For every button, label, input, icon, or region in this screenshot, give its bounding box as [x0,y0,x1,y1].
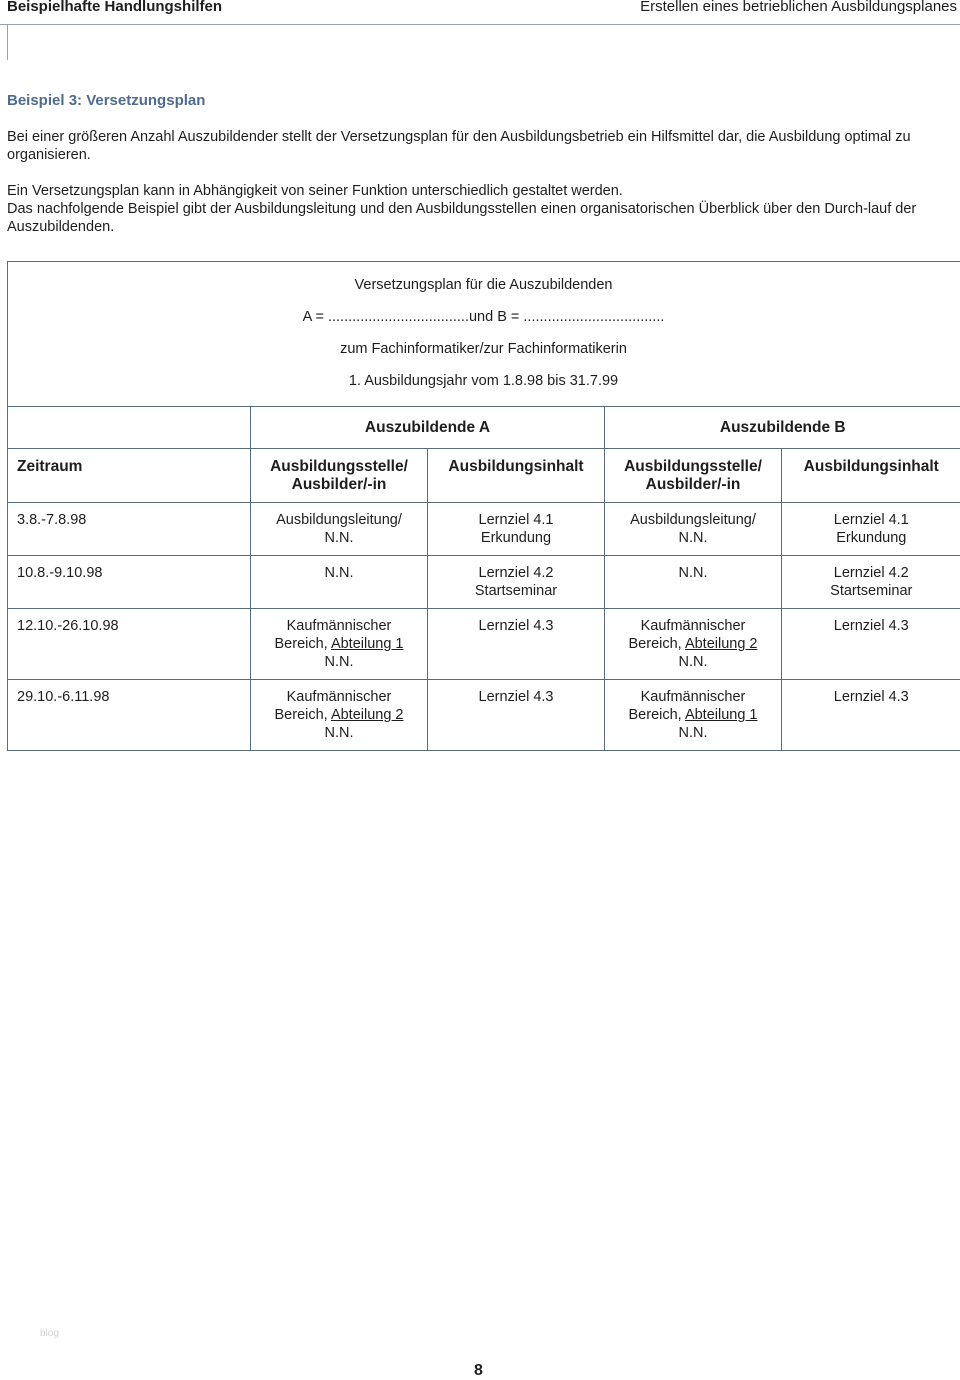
plan-year: 1. Ausbildungsjahr vom 1.8.98 bis 31.7.99 [348,373,619,389]
page-number: 8 [474,1362,483,1379]
period-cell: 12.10.-26.10.98 [8,609,251,680]
a-station-cell: Ausbildungsleitung/ N.N. [251,503,428,556]
paragraph-intro: Bei einer größeren Anzahl Auszubildender stellt der Versetzungsplan für den Ausbildungsbetrieb ein Hilfsmittel dar, die Ausbildung optimal zu organisieren. [7,129,911,163]
b-content-cell: Lernziel 4.3 [782,609,960,680]
a-content-cell: Lernziel 4.3 [428,609,605,680]
group-header-row [8,407,960,449]
plan-title: Versetzungsplan für die Auszubildenden [354,277,613,293]
transfer-plan [7,261,960,751]
a-station-column-header: Ausbildungsstelle/ Ausbilder/-in [251,449,428,503]
period-cell: 10.8.-9.10.98 [8,556,251,609]
header-right-title: Erstellen eines betrieblichen Ausbildungsplanes [640,0,957,15]
a-content-cell: Lernziel 4.3 [428,680,605,751]
paragraph-description [7,182,952,236]
table-row [8,680,960,751]
plan-profession: zum Fachinformatiker/zur Fachinformatikerin [340,341,627,357]
paragraph-line: Das nachfolgende Beispiel gibt der Ausbildungsleitung und den Ausbildungsstellen einen organisatorischen Überblick über den Durch-lauf der Auszubildenden. [7,201,917,235]
plan-table [7,406,960,751]
table-row [8,556,960,609]
header-left-title: Beispielhafte Handlungshilfen [7,0,223,15]
b-station-cell: Ausbildungsleitung/ N.N. [605,503,782,556]
a-content-column-header: Ausbildungsinhalt [428,449,605,503]
b-station-cell: Kaufmännischer Bereich, Abteilung 2 N.N. [605,609,782,680]
paragraph-line: Ein Versetzungsplan kann in Abhängigkeit von seiner Funktion unterschiedlich gestaltet werden. [7,183,623,199]
group-b-header: Auszubildende B [605,407,960,449]
a-station-cell: Kaufmännischer Bereich, Abteilung 1 N.N. [251,609,428,680]
a-content-cell: Lernziel 4.1 Erkundung [428,503,605,556]
column-header-row [8,449,960,503]
table-row [8,609,960,680]
group-a-header: Auszubildende A [251,407,605,449]
margin-rule [7,24,8,60]
b-content-cell: Lernziel 4.3 [782,680,960,751]
period-column-header: Zeitraum [8,449,251,503]
a-content-cell: Lernziel 4.2 Startseminar [428,556,605,609]
a-station-cell: N.N. [251,556,428,609]
plan-title-box [7,261,960,406]
b-station-cell: N.N. [605,556,782,609]
period-cell: 29.10.-6.11.98 [8,680,251,751]
b-content-column-header: Ausbildungsinhalt [782,449,960,503]
section-heading: Beispiel 3: Versetzungsplan [7,92,206,109]
watermark-text: blog [40,1328,59,1339]
page-header [0,0,960,25]
empty-header-cell [8,407,251,449]
table-row [8,503,960,556]
b-station-column-header: Ausbildungsstelle/ Ausbilder/-in [605,449,782,503]
b-content-cell: Lernziel 4.2 Startseminar [782,556,960,609]
b-station-cell: Kaufmännischer Bereich, Abteilung 1 N.N. [605,680,782,751]
plan-names-line: A = ...................................und B = ................................... [302,309,665,325]
b-content-cell: Lernziel 4.1 Erkundung [782,503,960,556]
a-station-cell: Kaufmännischer Bereich, Abteilung 2 N.N. [251,680,428,751]
period-cell: 3.8.-7.8.98 [8,503,251,556]
